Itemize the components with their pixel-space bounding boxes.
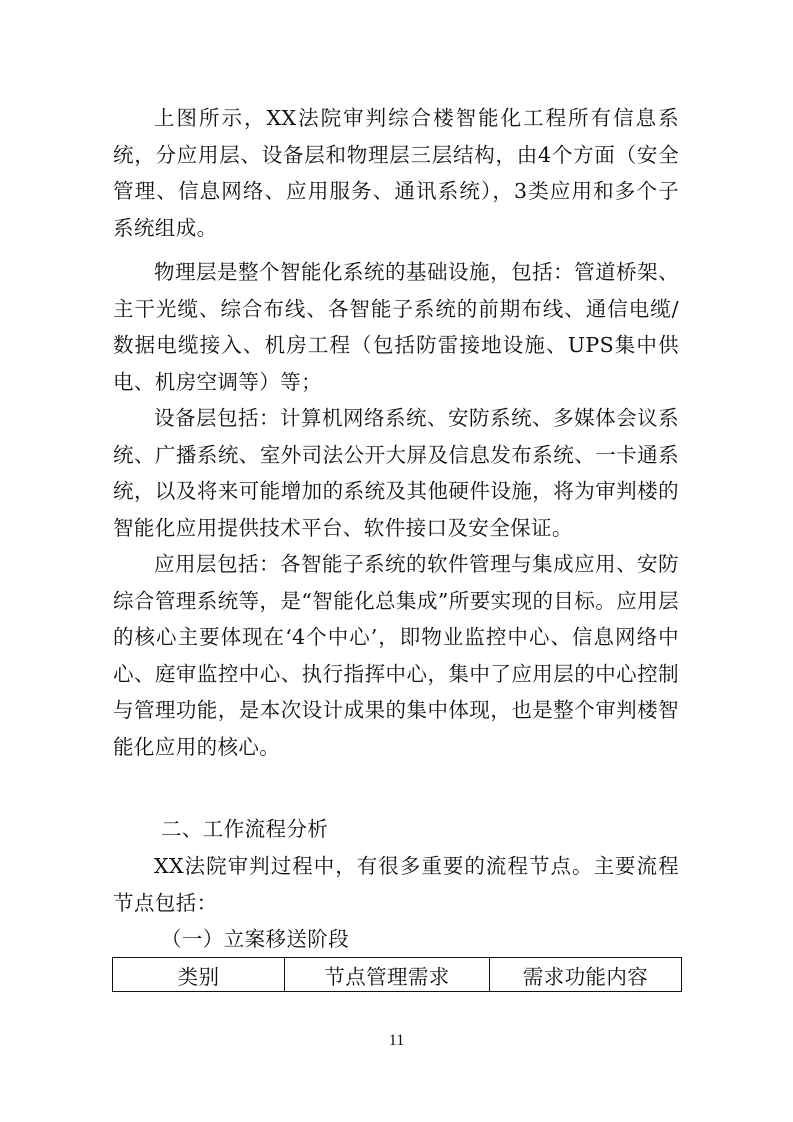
- intro-paragraph: 上图所示，XX法院审判综合楼智能化工程所有信息系统，分应用层、设备层和物理层三层结构，由4个方面（安全管理、信息网络、应用服务、通讯系统），3类应用和多个子系统组成。: [113, 106, 679, 240]
- table-header-row: [113, 958, 682, 992]
- table-header-category: 类别: [113, 958, 285, 992]
- application-layer-paragraph: 应用层包括：各智能子系统的软件管理与集成应用、安防综合管理系统等，是“智能化总集成”所要实现的目标。应用层的核心主要体现在‘4个中心’，即物业监控中心、信息网络中心、庭审监控中心、执行指挥中心，集中了应用层的中心控制与管理功能，是本次设计成果的集中体现，也是整个审判楼智能化应用的核心。: [113, 552, 679, 759]
- page-number: 11: [388, 1032, 405, 1049]
- section-heading: 二、工作流程分析: [161, 817, 329, 841]
- physical-layer-paragraph: 物理层是整个智能化系统的基础设施，包括：管道桥架、主干光缆、综合布线、各智能子系统的前期布线、通信电缆/数据电缆接入、机房工程（包括防雷接地设施、UPS集中供电、机房空调等）等；: [113, 260, 679, 394]
- subsection-heading: （一）立案移送阶段: [161, 927, 350, 951]
- section-intro-paragraph: XX法院审判过程中，有很多重要的流程节点。主要流程节点包括：: [113, 854, 679, 915]
- table-header-node-requirement: 节点管理需求: [285, 958, 490, 992]
- device-layer-paragraph: 设备层包括：计算机网络系统、安防系统、多媒体会议系统、广播系统、室外司法公开大屏及信息发布系统、一卡通系统，以及将来可能增加的系统及其他硬件设施，将为审判楼的智能化应用提供技术平台、软件接口及安全保证。: [113, 406, 679, 540]
- filing-stage-table: [112, 957, 682, 992]
- table-header-function-content: 需求功能内容: [490, 958, 682, 992]
